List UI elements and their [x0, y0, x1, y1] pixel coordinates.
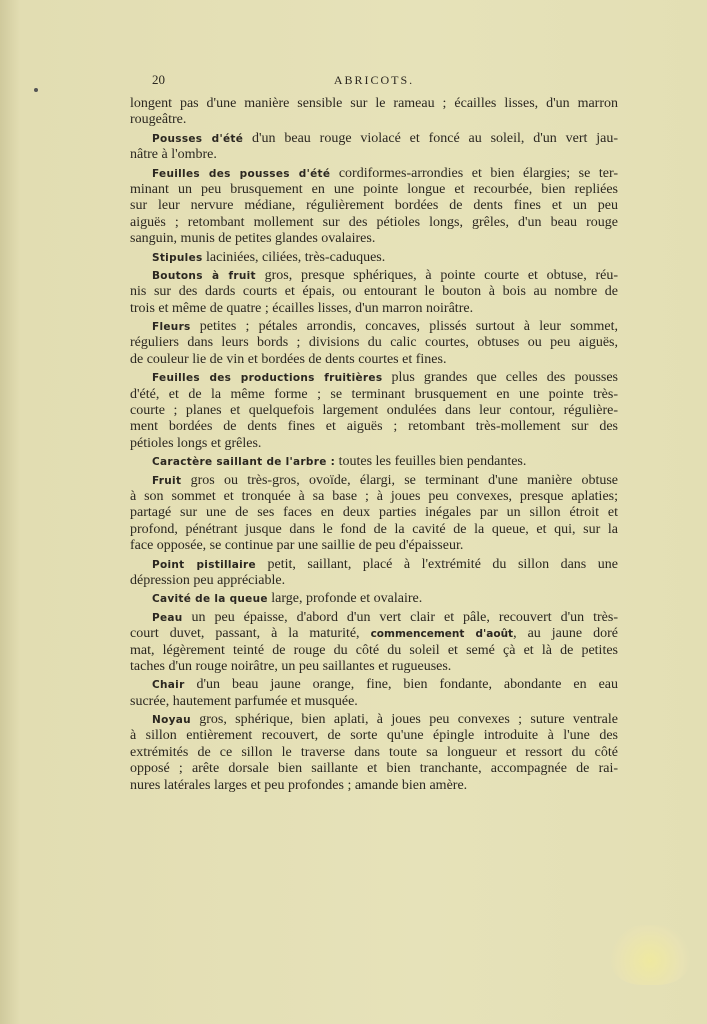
entry-term: Chair	[152, 679, 185, 692]
page-stain	[610, 925, 690, 985]
text-line	[130, 96, 618, 112]
entry-term: Cavité de la queue	[152, 593, 268, 606]
line-text: courte ; planes et quelquefois largement ondulées dans leur contour, régulière-	[130, 403, 618, 419]
line-text: d'été, et de la même forme ; se terminant brusquement en une pointe très-	[130, 386, 618, 402]
entry-term: Peau	[152, 611, 183, 624]
text-line	[130, 489, 618, 505]
text-line	[130, 745, 618, 761]
line-text: dépression peu appréciable.	[130, 572, 286, 588]
entry-term: Point pistillaire	[152, 558, 256, 571]
text-line	[130, 538, 618, 554]
line-text: nâtre à l'ombre.	[130, 147, 217, 163]
line-text: pétioles longs et grêles.	[130, 435, 262, 451]
entry-term: Pousses d'été	[152, 132, 244, 145]
line-text: mat, légèrement teinté de rouge du côté du soleil et semé çà et là de petites	[130, 642, 618, 658]
line-text: taches d'un rouge noirâtre, un peu saillantes et rugueuses.	[130, 658, 452, 674]
line-text: sur leur nervure médiane, régulièrement bordées de dents fines et un peu	[130, 198, 618, 214]
line-text: gros, presque sphériques, à pointe courte et obtuse, réu-	[264, 267, 619, 283]
line-text: face opposée, se continue par une saillie de peu d'épaisseur.	[130, 538, 464, 554]
paragraph	[130, 677, 618, 710]
text-line	[130, 761, 618, 777]
line-text: sucrée, hautement parfumée et musquée.	[130, 693, 358, 709]
entry-term: Fruit	[152, 474, 182, 487]
line-text: d'un beau jaune orange, fine, bien fondante, abondante en eau	[196, 677, 619, 693]
paragraph	[130, 557, 618, 590]
paragraph	[130, 591, 618, 607]
text-line	[130, 231, 618, 247]
text-line	[130, 250, 618, 266]
text-line	[130, 419, 618, 435]
text-line	[130, 335, 618, 351]
entry-term: Feuilles des pousses d'été	[152, 167, 331, 180]
entry-term: Boutons à fruit	[152, 269, 256, 282]
line-text: rougeâtre.	[130, 112, 187, 128]
line-text: ment bordées de dents fines et aiguës ; retombant très-mollement sur des	[130, 419, 618, 435]
text-line	[130, 454, 618, 470]
paragraph	[130, 250, 618, 266]
line-text: opposé ; arête dorsale bien saillante et bien tranchante, accompagnée de rai-	[130, 761, 618, 777]
line-text: de couleur lie de vin et bordées de dents courtes et fines.	[130, 351, 447, 367]
text-line	[130, 626, 618, 642]
page-number: 20	[152, 72, 165, 87]
text-line	[130, 403, 618, 419]
line-text: plus grandes que celles des pousses	[391, 370, 618, 386]
entry-term: Fleurs	[152, 321, 191, 334]
text-line	[130, 301, 618, 317]
paragraph	[130, 610, 618, 676]
book-page	[130, 72, 618, 796]
text-line	[130, 610, 618, 626]
line-text: extrémités de ce sillon le traverse dans toute sa longueur et ressort du côté	[130, 744, 618, 760]
line-text: un peu épaisse, d'abord d'un vert clair et pâle, recouvert d'un très-	[191, 609, 619, 625]
text-line	[130, 352, 618, 368]
text-line	[130, 215, 618, 231]
text-line	[130, 112, 618, 128]
running-title: ABRICOTS.	[333, 73, 415, 87]
inline-bold-term: commencement d'août	[370, 628, 514, 641]
text-line	[130, 522, 618, 538]
paragraph	[130, 96, 618, 129]
line-text: petit, saillant, placé à l'extrémité du sillon dans une	[267, 556, 618, 572]
line-text: sanguin, munis de petites glandes ovalaires.	[130, 231, 376, 247]
text-line	[130, 370, 618, 386]
entry-term: Feuilles des productions fruitières	[152, 372, 383, 385]
line-text: petites ; pétales arrondis, concaves, plissés surtout à leur sommet,	[199, 319, 618, 335]
text-line	[130, 473, 618, 489]
line-text: nures latérales larges et peu profondes ; amande bien amère.	[130, 777, 468, 793]
text-line	[130, 268, 618, 284]
paragraph	[130, 454, 618, 470]
line-text: nis sur des dards courts et épais, ou entourant le bouton à bois au nombre de	[130, 284, 618, 300]
text-line	[130, 573, 618, 589]
line-text: longent pas d'une manière sensible sur le rameau ; écailles lisses, d'un marron	[130, 96, 618, 111]
paragraph	[130, 166, 618, 248]
text-line	[130, 436, 618, 452]
text-line	[130, 694, 618, 710]
page-header	[130, 72, 618, 96]
paragraph	[130, 268, 618, 317]
text-line	[130, 591, 618, 607]
line-text: minant un peu brusquement en une pointe longue et recourbée, bien repliées	[130, 181, 618, 197]
line-text: large, profonde et ovalaire.	[271, 591, 423, 607]
text-line	[130, 778, 618, 794]
text-line	[130, 182, 618, 198]
entry-term: Caractère saillant de l'arbre :	[152, 456, 336, 469]
text-line	[130, 728, 618, 744]
text-line	[130, 557, 618, 573]
line-text: aiguës ; retombant mollement sur des pétioles longs, grêles, d'un beau rouge	[130, 214, 618, 230]
line-text: gros, sphérique, bien aplati, à joues peu convexes ; suture ventrale	[199, 712, 618, 728]
line-text: toutes les feuilles bien pendantes.	[338, 454, 527, 470]
text-line	[130, 712, 618, 728]
text-line	[130, 198, 618, 214]
line-text: à sillon entièrement recouvert, de sorte qu'une épingle introduite à l'une des	[130, 728, 618, 744]
paragraph	[130, 712, 618, 794]
line-text: laciniées, ciliées, très-caduques.	[206, 249, 386, 265]
line-text: court duvet, passant, à la maturité,	[130, 626, 371, 642]
line-text: profond, pénétrant jusque dans le fond de la cavité de la queue, et qui, sur la	[130, 521, 618, 537]
text-line	[130, 147, 618, 163]
text-line	[130, 677, 618, 693]
text-line	[130, 643, 618, 659]
paragraph	[130, 370, 618, 452]
line-text: à son sommet et tronquée à sa base ; à joues peu convexes, presque aplaties;	[130, 488, 618, 504]
line-text: gros ou très-gros, ovoïde, élargi, se terminant d'une manière obtuse	[190, 472, 619, 488]
page-body	[130, 96, 618, 794]
line-text: partagé sur une de ses faces en deux parties inégales par un sillon étroit et	[130, 505, 618, 521]
entry-term: Stipules	[152, 251, 203, 264]
line-text: cordiformes-arrondies et bien élargies; se ter-	[338, 165, 619, 181]
paragraph	[130, 319, 618, 368]
entry-term: Noyau	[152, 714, 191, 727]
text-line	[130, 505, 618, 521]
line-text: trois et même de quatre ; écailles lisses, d'un marron noirâtre.	[130, 300, 474, 316]
scan-speck	[34, 88, 38, 92]
text-line	[130, 387, 618, 403]
text-line	[130, 659, 618, 675]
paragraph	[130, 473, 618, 555]
line-text: réguliers dans leurs bords ; divisions du calic courtes, obtuses ou peu aiguës,	[130, 335, 618, 351]
text-line	[130, 284, 618, 300]
line-text: d'un beau rouge violacé et foncé au soleil, d'un vert jau-	[252, 130, 619, 146]
line-text: , au jaune doré	[513, 626, 618, 642]
text-line	[130, 131, 618, 147]
paragraph	[130, 131, 618, 164]
text-line	[130, 166, 618, 182]
text-line	[130, 319, 618, 335]
